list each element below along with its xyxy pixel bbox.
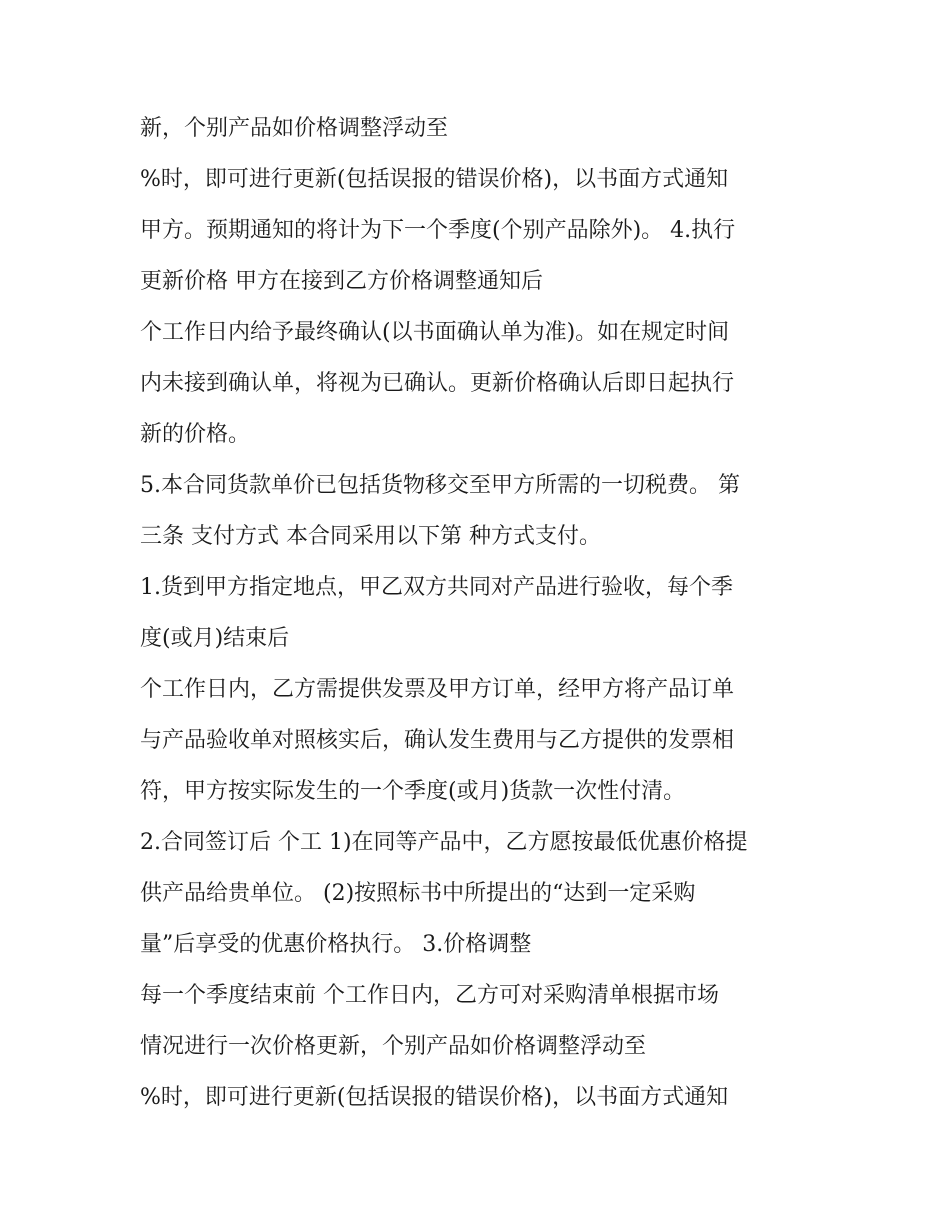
text-line: 新的价格。: [140, 422, 251, 447]
text-line: 甲方。预期通知的将计为下一个季度(个别产品除外)。 4.执行: [140, 218, 736, 243]
text-line: 情况进行一次价格更新，个别产品如价格调整浮动至: [140, 1034, 647, 1059]
text-line: 个工作日内给予最终确认(以书面确认单为准)。如在规定时间: [140, 320, 730, 345]
text-line: 2.合同签订后 个工 1)在同等产品中，乙方愿按最低优惠价格提: [140, 830, 748, 855]
text-line: 1.货到甲方指定地点，甲乙双方共同对产品进行验收，每个季: [140, 575, 733, 600]
contract-text: [140, 108, 820, 1128]
text-line: 与产品验收单对照核实后，确认发生费用与乙方提供的发票相: [140, 728, 735, 753]
text-line: 量”后享受的优惠价格执行。 3.价格调整: [140, 932, 532, 957]
text-line: 个工作日内，乙方需提供发票及甲方订单，经甲方将产品订单: [140, 677, 735, 702]
text-line: 供产品给贵单位。 (2)按照标书中所提出的“达到一定采购: [140, 881, 696, 906]
text-line: %时，即可进行更新(包括误报的错误价格)，以书面方式通知: [140, 167, 729, 192]
text-line: 每一个季度结束前 个工作日内，乙方可对采购清单根据市场: [140, 983, 719, 1008]
text-line: 三条 支付方式 本合同采用以下第 种方式支付。: [140, 524, 601, 549]
text-line: 度(或月)结束后: [140, 626, 290, 651]
text-line: 内未接到确认单，将视为已确认。更新价格确认后即日起执行: [140, 371, 735, 396]
text-line: 新，个别产品如价格调整浮动至: [140, 116, 449, 141]
text-line: %时，即可进行更新(包括误报的错误价格)，以书面方式通知: [140, 1085, 729, 1110]
text-line: 5.本合同货款单价已包括货物移交至甲方所需的一切税费。 第: [140, 473, 740, 498]
text-line: 符，甲方按实际发生的一个季度(或月)货款一次性付清。: [140, 779, 686, 804]
text-line: 更新价格 甲方在接到乙方价格调整通知后: [140, 269, 543, 294]
